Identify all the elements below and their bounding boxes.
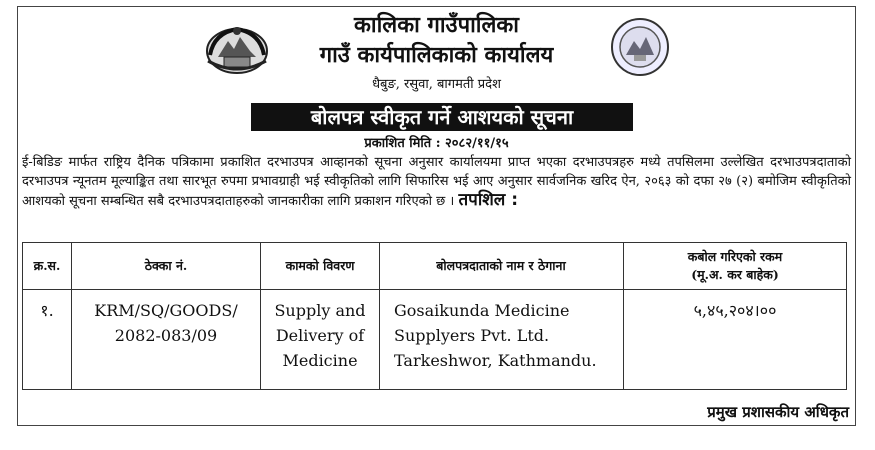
description-line2: Delivery of xyxy=(275,326,365,345)
office-name: गाउँ कार्यपालिकाको कार्यालय xyxy=(319,43,554,68)
office-address: धैबुङ, रसुवा, बागमती प्रदेश xyxy=(372,77,501,92)
details-heading: तपशिल : xyxy=(458,190,519,210)
table-row xyxy=(23,290,847,390)
notice-title-banner: बोलपत्र स्वीकृत गर्ने आशयको सूचना xyxy=(251,103,633,131)
cell-contract-no xyxy=(72,290,261,390)
contract-no-line2: 2082-083/09 xyxy=(114,326,218,345)
contract-no-line1: KRM/SQ/GOODS/ xyxy=(94,301,238,320)
cell-sn: १. xyxy=(23,290,72,390)
municipality-seal-icon xyxy=(610,17,670,77)
header-amount xyxy=(624,243,847,290)
notice-body xyxy=(22,154,851,212)
cell-bidder xyxy=(380,290,624,390)
header-amount-line1: कबोल गरिएको रकम xyxy=(687,249,783,264)
published-date: प्रकाशित मिति : २०८२/११/१५ xyxy=(364,136,509,151)
municipality-name: कालिका गाउँपालिका xyxy=(353,13,519,38)
award-table xyxy=(22,242,847,390)
cell-description xyxy=(261,290,380,390)
table-header-row xyxy=(23,243,847,290)
header-bidder: बोलपत्रदाताको नाम र ठेगाना xyxy=(380,243,624,290)
header-amount-line2: (मू.अ. कर बाहेक) xyxy=(691,267,779,282)
bidder-line2: Supplyers Pvt. Ltd. xyxy=(394,326,550,345)
header-contract-no: ठेक्का नं. xyxy=(72,243,261,290)
header-sn: क्र.स. xyxy=(23,243,72,290)
notice-header xyxy=(18,7,855,102)
bidder-line1: Gosaikunda Medicine xyxy=(394,301,570,320)
bidder-line3: Tarkeshwor, Kathmandu. xyxy=(394,351,597,370)
signatory-title: प्रमुख प्रशासकीय अधिकृत xyxy=(707,403,849,421)
public-notice xyxy=(17,6,856,426)
notice-paragraph: ई-बिडिङ मार्फत राष्ट्रिय दैनिक पत्रिकामा प्रकाशित दरभाउपत्र आव्हानको सूचना अनुसार कार्यालयमा प्राप्त भएका दरभाउपत्रहरु मध्ये तपसिलमा उल्लेखित दरभाउपत्रदाताको दरभाउपत्र न्यूनतम मूल्याङ्कित तथा सारभूत रुपमा प्रभावग्राही भई स्वीकृतिको लागि सिफारिस भई आए अनुसार सार्वजनिक खरिद ऐन, २०६३ को दफा २७ (२) बमोजिम स्वीकृतिको आशयको सूचना सम्बन्धित सबै दरभाउपत्रदाताहरुको जानकारीका लागि प्रकाशन गरिएको छ । xyxy=(22,155,851,209)
cell-amount: ५,४५,२०४।०० xyxy=(624,290,847,390)
header-description: कामको विवरण xyxy=(261,243,380,290)
description-line1: Supply and xyxy=(274,301,366,320)
description-line3: Medicine xyxy=(282,351,358,370)
